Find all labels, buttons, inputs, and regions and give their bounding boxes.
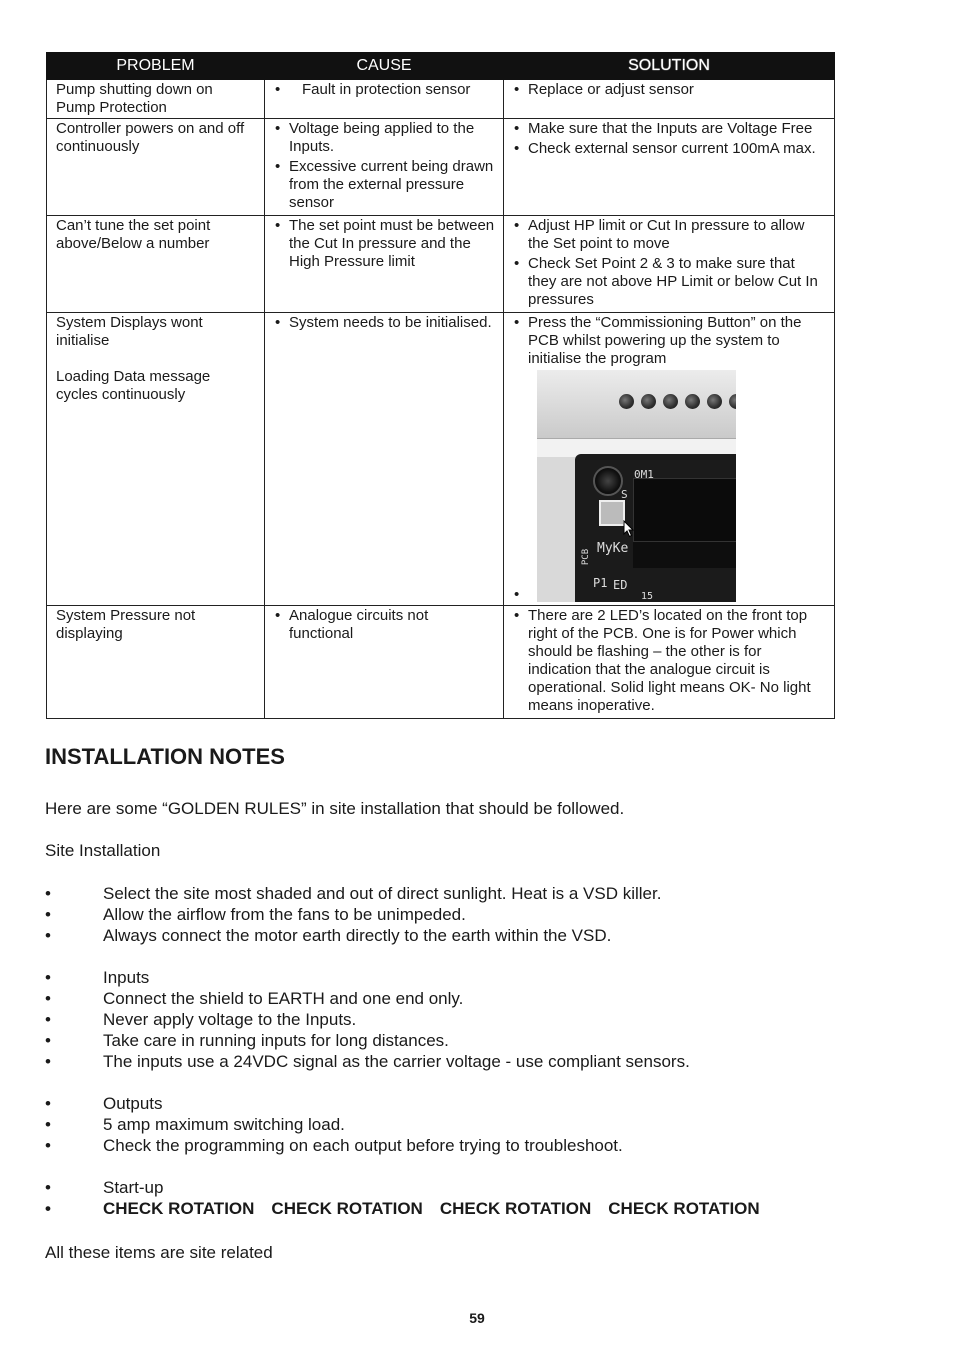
troubleshooting-table: [46, 52, 835, 719]
silkscreen-label: MyKe: [597, 541, 629, 556]
lcd-display: [633, 478, 736, 542]
list-item: • Inputs: [45, 967, 777, 988]
pcb-photo: [537, 370, 736, 602]
cause-cell: [265, 606, 504, 719]
cause-item: • Voltage being applied to the Inputs.: [274, 120, 495, 156]
cause-item: • Fault in protection sensor: [274, 81, 495, 99]
solution-cell: [504, 313, 835, 606]
list-item: • Connect the shield to EARTH and one end only.: [45, 988, 777, 1009]
list-item: • Take care in running inputs for long distances.: [45, 1030, 777, 1051]
list-item: • Never apply voltage to the Inputs.: [45, 1009, 777, 1030]
problem-cell: [47, 313, 265, 606]
problem-cell: [47, 606, 265, 719]
check-rotation-item: [45, 1198, 777, 1219]
solution-cell: [504, 119, 835, 216]
list-item: • Start-up: [45, 1177, 777, 1198]
table-row: [47, 119, 835, 216]
solution-cell: [504, 216, 835, 313]
list-item: • Select the site most shaded and out of direct sunlight. Heat is a VSD killer.: [45, 883, 777, 904]
list-item: • The inputs use a 24VDC signal as the carrier voltage - use compliant sensors.: [45, 1051, 777, 1072]
table-row: [47, 80, 835, 119]
problem-text: System Displays wont initialise: [56, 314, 203, 349]
solution-cell: [504, 606, 835, 719]
subheading-site-installation: Site Installation: [45, 841, 161, 860]
list-item: • Allow the airflow from the fans to be unimpeded.: [45, 904, 777, 925]
mouse-cursor-icon: [623, 520, 635, 538]
solution-item: • Adjust HP limit or Cut In pressure to allow the Set point to move: [513, 217, 826, 253]
list-item: • Always connect the motor earth directly to the earth within the VSD.: [45, 925, 777, 946]
terminal-screw: [685, 394, 700, 409]
section-heading: INSTALLATION NOTES: [45, 744, 285, 769]
silkscreen-label: 15: [641, 591, 654, 602]
check-rotation-text: CHECK ROTATION: [439, 1199, 592, 1218]
cause-cell: [265, 313, 504, 606]
cause-cell: [265, 216, 504, 313]
list-item: • 5 amp maximum switching load.: [45, 1114, 777, 1135]
problem-text: Loading Data message cycles continuously: [56, 368, 211, 403]
solution-item: • Check Set Point 2 & 3 to make sure that they are not above HP Limit or below Cut In pressures: [513, 255, 826, 309]
solution-item: • Press the “Commissioning Button” on the PCB whilst powering up the system to initialise the program: [513, 314, 826, 368]
installation-notes: [45, 744, 905, 1262]
check-rotation-text: CHECK ROTATION: [103, 1199, 255, 1218]
cause-item: • Excessive current being drawn from the external pressure sensor: [274, 158, 495, 212]
check-rotation-text: CHECK ROTATION: [271, 1199, 423, 1218]
solution-cell: [504, 80, 835, 119]
header-solution: SOLUTION: [504, 53, 835, 80]
terminal-screw: [641, 394, 656, 409]
problem-cell: [47, 119, 265, 216]
header-problem: PROBLEM: [47, 53, 265, 80]
problem-text: System Pressure not displaying: [56, 607, 196, 642]
table-row: [47, 313, 835, 606]
pcb-photo-row: [513, 370, 826, 604]
bullet-glyph: •: [514, 586, 520, 603]
silkscreen-label: ED: [613, 578, 628, 592]
check-rotation-text: CHECK ROTATION: [608, 1199, 760, 1218]
silkscreen-label: 0M1: [634, 468, 654, 481]
table-row: [47, 606, 835, 719]
problem-text: Controller powers on and off continuously: [56, 120, 245, 155]
cause-item: • Analogue circuits not functional: [274, 607, 495, 643]
cause-cell: [265, 119, 504, 216]
lcd-display-lower: [633, 542, 736, 568]
silkscreen-label: S: [621, 488, 628, 501]
silkscreen-label: P1: [593, 576, 608, 590]
problem-text: Pump shutting down on Pump Protection: [56, 81, 213, 116]
cause-item: • The set point must be between the Cut In pressure and the High Pressure limit: [274, 217, 495, 271]
intro-paragraph: Here are some “GOLDEN RULES” in site installation that should be followed.: [45, 799, 625, 818]
closing-note: All these items are site related: [45, 1243, 273, 1262]
solution-item: • Check external sensor current 100mA max.: [513, 140, 826, 158]
problem-text: Can’t tune the set point above/Below a number: [56, 217, 211, 252]
problem-cell: [47, 216, 265, 313]
table-row: [47, 216, 835, 313]
terminal-screw: [707, 394, 722, 409]
cause-item: • System needs to be initialised.: [274, 314, 495, 332]
golden-rules-list: [45, 883, 777, 1219]
led-indicator: [593, 466, 623, 496]
cause-cell: [265, 80, 504, 119]
problem-cell: [47, 80, 265, 119]
list-item: • Check the programming on each output before trying to troubleshoot.: [45, 1135, 777, 1156]
solution-item: • There are 2 LED’s located on the front top right of the PCB. One is for Power which should be flashing – the other is for indication that the analogue circuit is operational. Solid light means OK- No light means inoperative.: [513, 607, 826, 715]
terminal-screw: [619, 394, 634, 409]
silkscreen-label: PCB: [581, 548, 592, 566]
solution-item: • Make sure that the Inputs are Voltage Free: [513, 120, 826, 138]
solution-item: • Replace or adjust sensor: [513, 81, 826, 99]
list-item: • Outputs: [45, 1093, 777, 1114]
page-number: 59: [469, 1310, 485, 1326]
header-cause: CAUSE: [265, 53, 504, 80]
enclosure-top: [537, 370, 736, 440]
terminal-screw: [663, 394, 678, 409]
table-header-row: [47, 53, 835, 80]
